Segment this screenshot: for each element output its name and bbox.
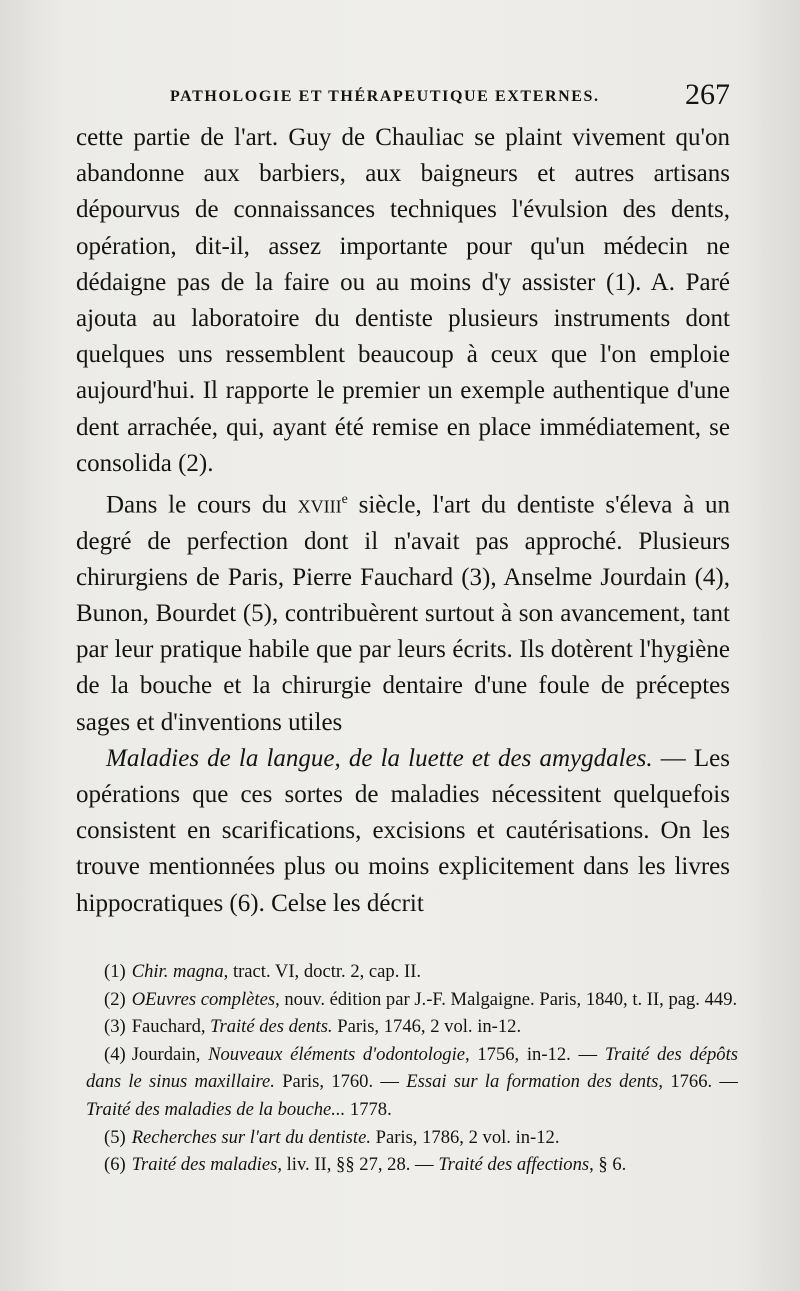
footnote-4-title-2: Traité des dépôts dans le sinus maxillaire. (86, 1043, 738, 1093)
footnote-1-rest: , tract. VI, doctr. 2, cap. II. (223, 961, 422, 982)
footnote-5-number: (5) (104, 1126, 126, 1148)
p2-text-end: siècle, l'art du dentiste s'éleva à un degré de perfection dont il n'avait pas approché. Plusieurs chirurgiens de Paris, Pierre Fauchard (3), Anselme Jourdain (4), Bunon, Bourdet (5), contribuèrent surtout à son avancement, tant par leur pratique habile que par leurs écrits. Ils dotèrent l'hygiène de la bouche et la chirurgie dentaire d'une foule de préceptes sages et d'inventions utiles (76, 491, 730, 736)
footnote-2 (86, 986, 738, 1014)
footnote-2-title: OEuvres complètes (131, 988, 276, 1010)
footnote-4-mid-3: , 1766. — (658, 1071, 739, 1093)
footnote-5 (86, 1124, 738, 1152)
footnote-4-number: (4) (104, 1043, 126, 1065)
footnote-6-number: (6) (104, 1154, 126, 1176)
page-number: 267 (685, 78, 730, 111)
footnote-6-mid: , liv. II, §§ 27, 28. — (277, 1154, 439, 1176)
footnote-6-rest: , § 6. (589, 1154, 627, 1176)
footnote-2-number: (2) (104, 988, 126, 1010)
footnote-2-rest: , nouv. édition par J.-F. Malgaigne. Paris, 1840, t. II, pag. 449. (275, 988, 738, 1010)
running-title: PATHOLOGIE ET THÉRAPEUTIQUE EXTERNES. (170, 88, 600, 105)
footnote-4-title-4: Traité des maladies de la bouche... (86, 1098, 346, 1120)
footnote-6-title-2: Traité des affections (438, 1154, 590, 1176)
footnotes (86, 958, 738, 1179)
footnote-4-rest: 1778. (345, 1098, 392, 1120)
section-heading: Maladies de la langue, de la luette et des amygdales. (106, 744, 653, 772)
footnote-6-title-1: Traité des maladies (131, 1154, 278, 1176)
footnote-1-title: Chir. magna (131, 961, 224, 982)
paragraph-1: cette partie de l'art. Guy de Chauliac se plaint vivement qu'on abandonne aux barbiers, aux baigneurs et autres artisans dépourvus de connaissances techniques l'évulsion des dents, opération, dit-il, assez importante pour qu'un médecin ne dédaigne pas de la faire ou au moins d'y assister (1). A. Paré ajouta au laboratoire du dentiste plusieurs instruments dont quelques uns ressemblent beaucoup à ceux que l'on emploie aujourd'hui. Il rapporte le premier un exemple authentique d'une dent arrachée, qui, ayant été remise en place immédiatement, se consolida (2). (76, 124, 730, 477)
footnote-4-title-3: Essai sur la formation des dents (406, 1071, 659, 1093)
footnote-3 (86, 1013, 738, 1041)
footnote-3-title: Traité des dents. (210, 1016, 333, 1038)
footnote-3-number: (3) (104, 1016, 126, 1038)
footnote-4-title-1: Nouveaux éléments d'odontologie (208, 1043, 465, 1065)
footnote-4-mid-2: Paris, 1760. — (274, 1071, 407, 1093)
footnote-3-rest: Paris, 1746, 2 vol. in-12. (332, 1016, 522, 1038)
p2-text-start: Dans le cours du (106, 491, 298, 519)
footnote-4-author: Jourdain, (131, 1043, 209, 1065)
footnote-5-title: Recherches sur l'art du dentiste. (131, 1126, 371, 1148)
paragraph-2 (76, 482, 730, 741)
footnote-3-author: Fauchard, (131, 1016, 211, 1038)
paragraph-3 (76, 741, 730, 922)
footnote-5-rest: Paris, 1786, 2 vol. in-12. (370, 1126, 560, 1148)
footnote-6 (86, 1151, 738, 1179)
body-text (76, 120, 730, 922)
page-header (170, 78, 730, 118)
footnote-4-mid-1: , 1756, in-12. — (465, 1043, 605, 1065)
footnote-1-number: (1) (104, 961, 126, 982)
century-superscript: e (341, 492, 348, 508)
p3-text: — Les opérations que ces sortes de maladies nécessitent quelquefois consistent en scarifications, excisions et cautérisations. On les trouve mentionnées plus ou moins explicitement dans les livres hippocratiques (6). Celse les décrit (76, 744, 730, 917)
century-numeral: xviii (297, 491, 342, 519)
footnote-4 (86, 1041, 738, 1124)
footnote-1 (86, 958, 738, 986)
